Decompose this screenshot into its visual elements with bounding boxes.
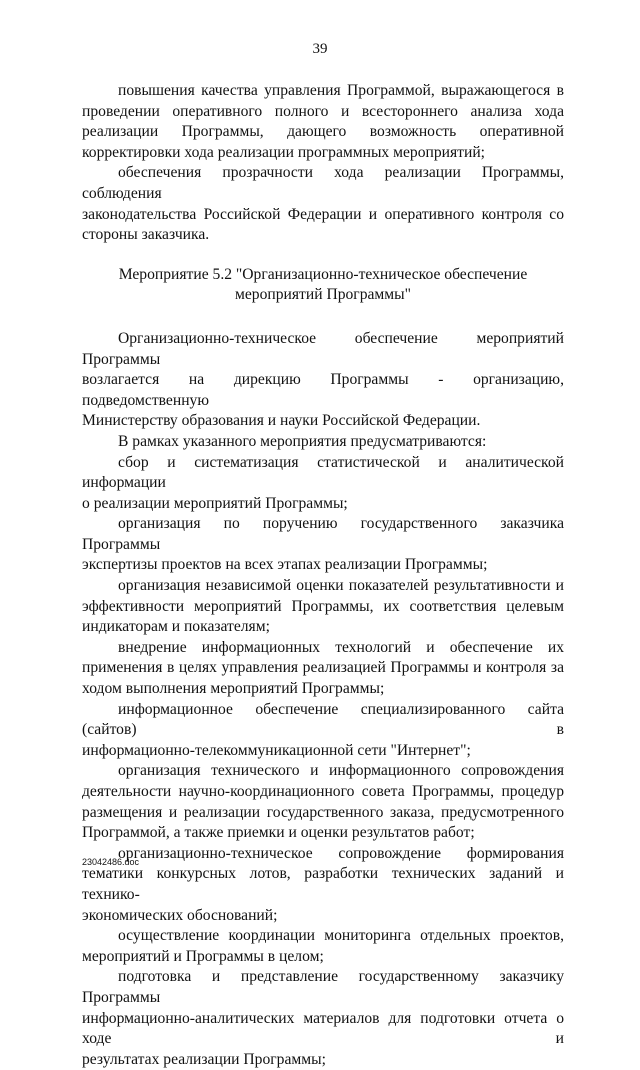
page-number: 39 [312,41,328,57]
text-line: возлагается на дирекцию Программы - организацию, подведомственную [82,371,564,409]
text-line: подготовка и представление государственному заказчику Программы [82,968,564,1006]
text-line: В рамках указанного мероприятия предусматриваются: [118,432,487,450]
paragraph [82,163,564,245]
paragraph [82,761,564,843]
text-line: Мероприятие 5.2 "Организационно-техническое обеспечение [118,265,528,283]
text-line: экспертизы проектов на всех этапах реализации Программы; [82,556,488,574]
section-heading [82,265,564,306]
text-line: размещения и реализации государственного заказа, предусмотренного [82,803,564,821]
text-line: организация по поручению государственного заказчика Программы [82,515,564,553]
paragraph [82,453,564,515]
text-line: проведении оперативного полного и всестороннего анализа хода [82,102,564,120]
document-body [82,81,564,1070]
text-line: стороны заказчика. [82,226,210,244]
text-line: Программой, а также приемки и оценки результатов работ; [82,824,475,842]
text-line: законодательства Российской Федерации и оперативного контроля со [82,205,564,223]
text-line: обеспечения прозрачности хода реализации Программы, соблюдения [82,164,564,202]
paragraph [82,576,564,638]
text-line: организация технического и информационного сопровождения [118,762,564,780]
text-line: реализации Программы, дающего возможность оперативной [82,123,564,141]
text-line: информационно-аналитических материалов для подготовки отчета о ходе и [82,1009,564,1048]
text-line: корректировки хода реализации программных мероприятий; [82,143,486,161]
text-line: экономических обоснований; [82,906,278,924]
text-line: индикаторам и показателям; [82,618,270,636]
text-line: организация независимой оценки показателей результативности и [118,577,564,595]
text-line: тематики конкурсных лотов, разработки технических заданий и технико- [82,865,564,903]
text-line: деятельности научно-координационного совета Программы, процедур [82,783,564,800]
text-line: эффективности мероприятий Программы, их соответствия целевым [82,597,564,615]
paragraph [82,638,564,700]
paragraph [82,700,564,762]
text-line: результатах реализации Программы; [82,1050,326,1068]
paragraph [82,514,564,576]
text-line: мероприятий Программы" [235,286,411,304]
paragraph [82,329,564,432]
text-line: внедрение информационных технологий и обеспечение их [118,638,564,656]
footer-filename: 23042486.doc [82,857,140,867]
text-line: применения в целях управления реализацией Программы и контроля за [82,659,564,677]
text-line: Министерству образования и науки Российской Федерации. [82,412,481,430]
text-line: организационно-техническое сопровождение формирования [118,844,564,862]
text-line: ходом выполнения мероприятий Программы; [82,680,385,698]
text-line: сбор и систематизация статистической и аналитической информации [82,453,564,492]
text-line: информационное обеспечение специализированного сайта (сайтов) в [82,700,564,739]
paragraph [82,432,564,453]
paragraph [82,967,564,1070]
paragraph [82,844,564,926]
text-line: повышения качества управления Программой, выражающегося в [118,82,564,99]
text-line: мероприятий и Программы в целом; [82,947,324,965]
paragraph [82,926,564,967]
paragraph [82,81,564,163]
text-line: информационно-телекоммуникационной сети "Интернет"; [82,741,471,759]
text-line: Организационно-техническое обеспечение мероприятий Программы [82,329,564,368]
text-line: о реализации мероприятий Программы; [82,494,348,512]
text-line: осуществление координации мониторинга отдельных проектов, [118,927,564,945]
